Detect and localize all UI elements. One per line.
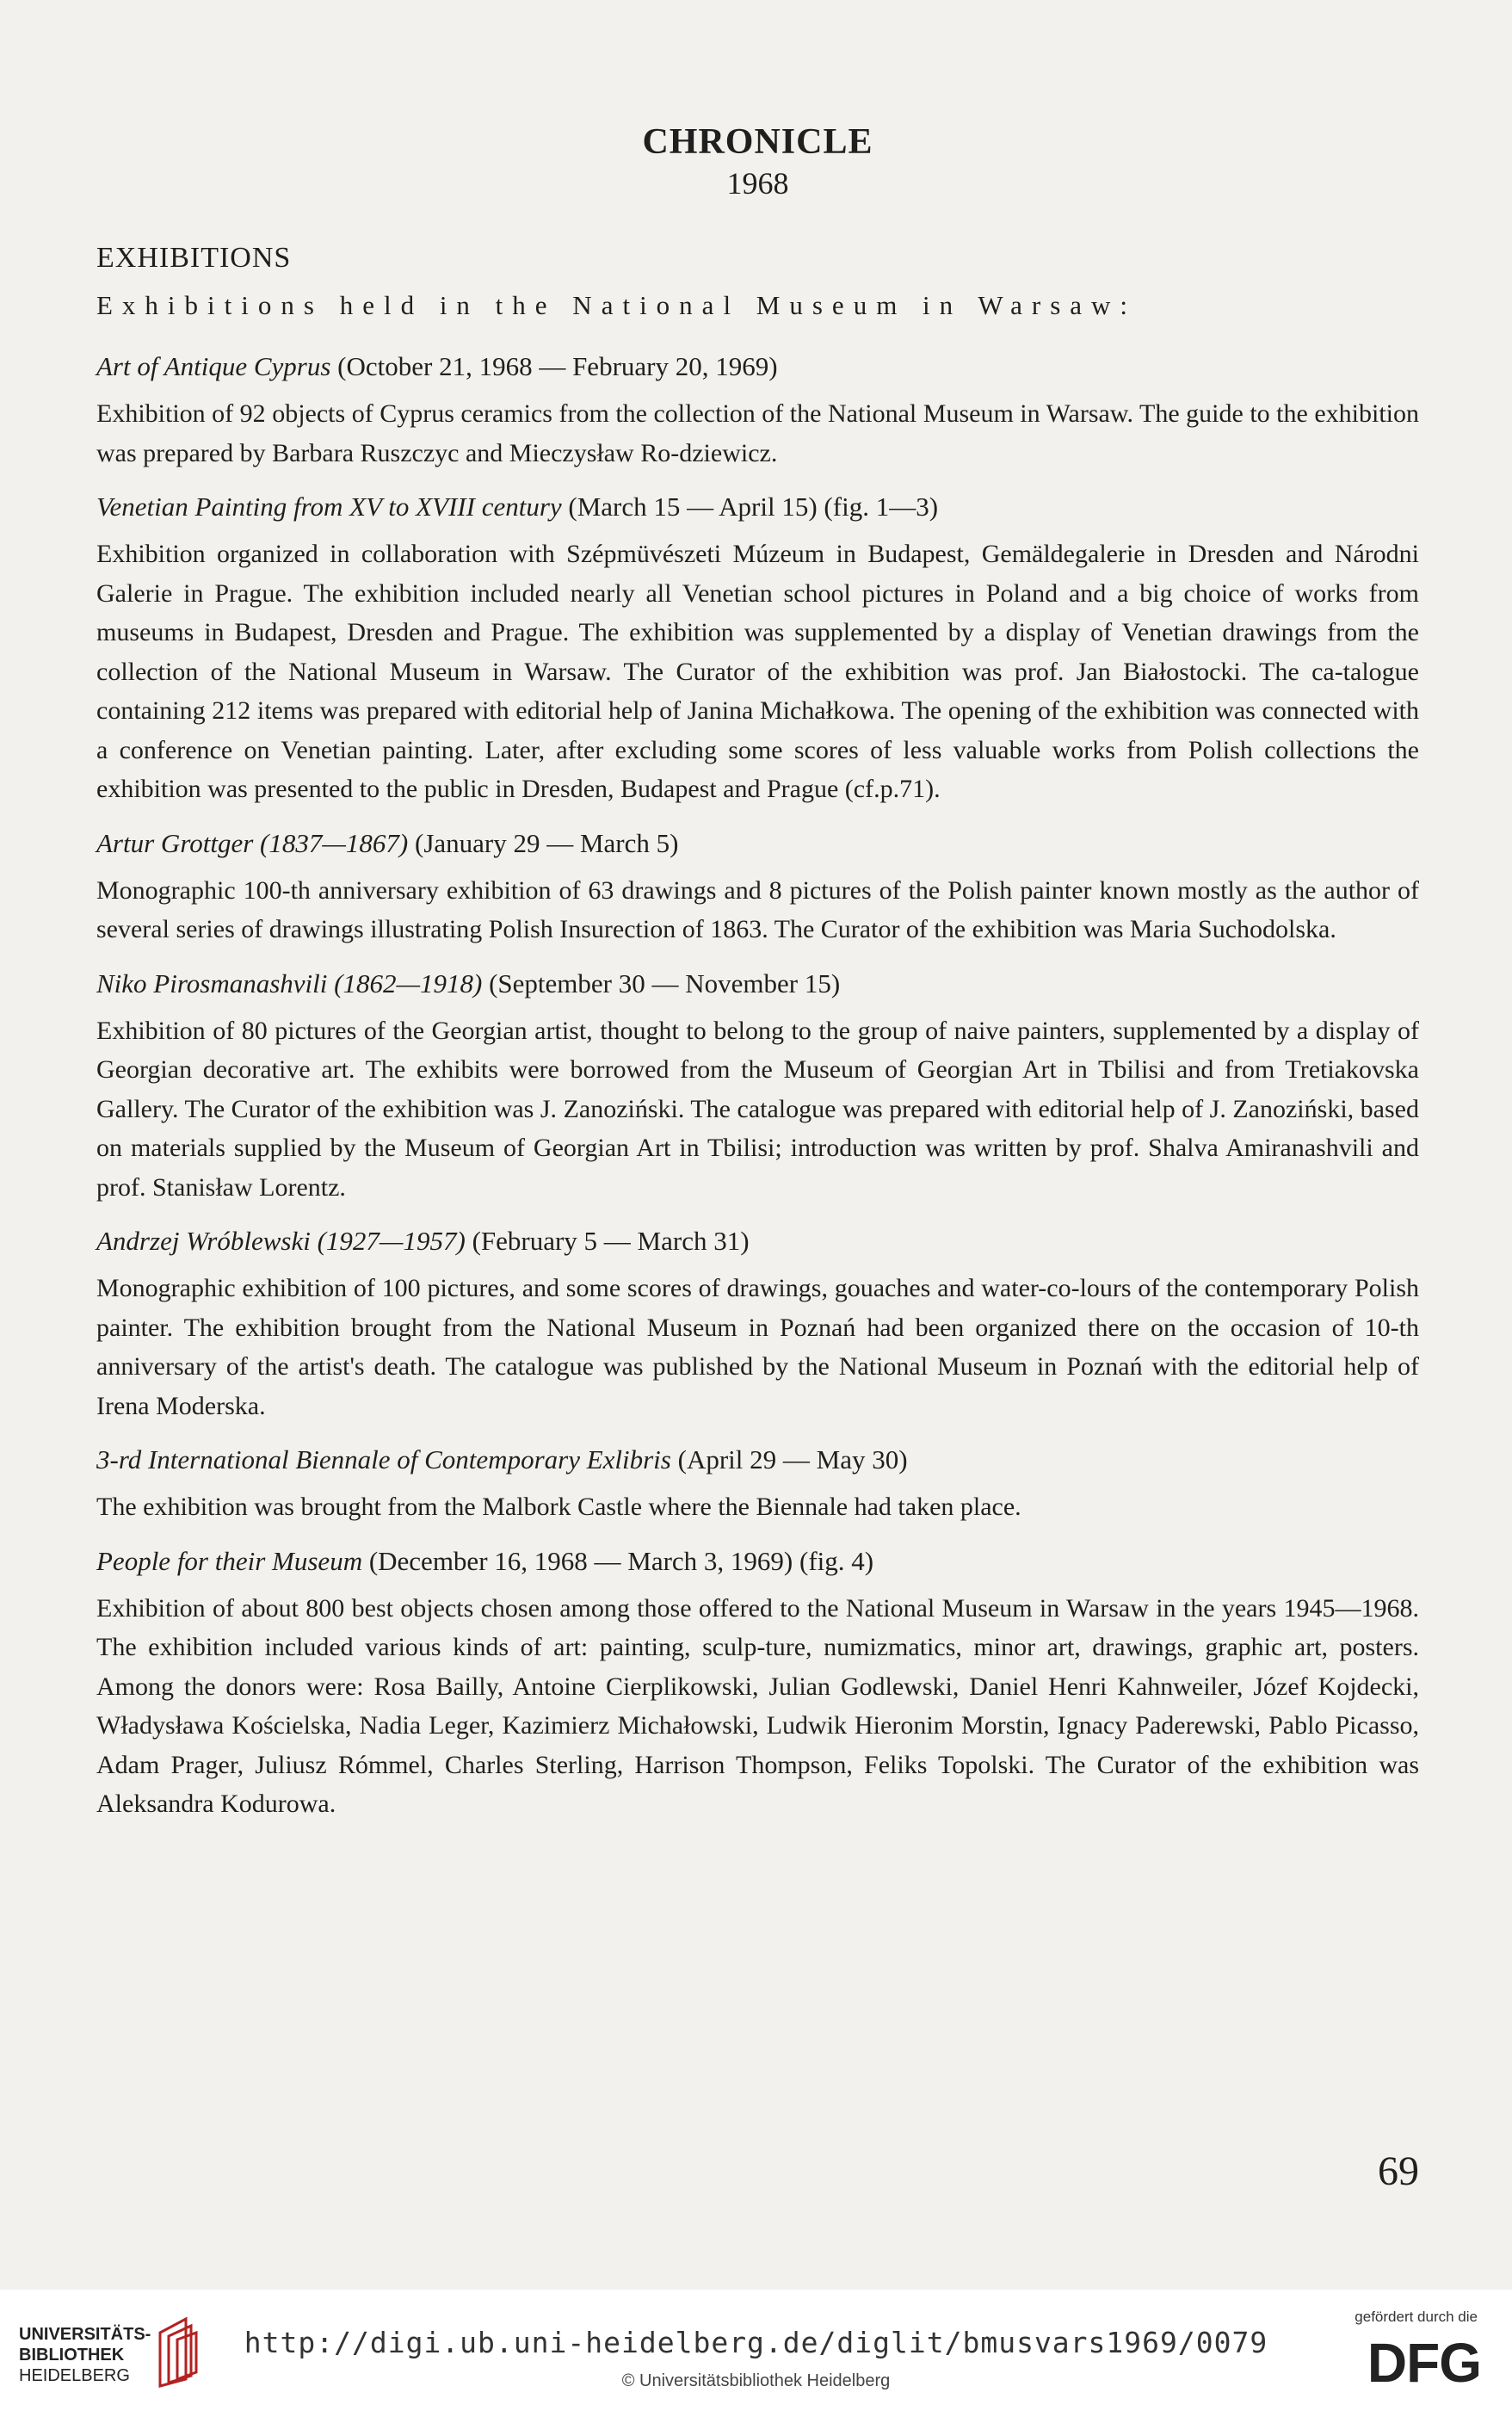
- section-subheading: Exhibitions held in the National Museum in Warsaw:: [96, 290, 1138, 320]
- exhibition-entry: [96, 1542, 1419, 1824]
- entry-body: Exhibition organized in collaboration with Szépmüvészeti Múzeum in Budapest, Gemäldegalerie in Dresden and Národni Galerie in Prague. The exhibition included nearly all Venetian school pictures in Poland and a big choice of works from museums in Budapest, Dresden and Prague. The exhibition was supplemented by a display of Venetian drawings from the collection of the National Museum in Warsaw. The Curator of the exhibition was prof. Jan Białostocki. The ca-talogue containing 212 items was prepared with editorial help of Janina Michałkowa. The opening of the exhibition was connected with a conference on Venetian painting. Later, after excluding some scores of less valuable works from Polish collections the exhibition was presented to the public in Dresden, Budapest and Prague (cf.p.71).: [96, 540, 1419, 803]
- entry-body: Monographic 100-th anniversary exhibition of 63 drawings and 8 pictures of the Polish painter known mostly as the author of several series of drawings illustrating Polish Insurection of 1863. The Curator of the exhibition was Maria Suchodolska.: [96, 875, 1419, 943]
- page-title: CHRONICLE: [642, 122, 873, 162]
- entry-title: 3-rd International Biennale of Contemporary Exlibris: [96, 1444, 671, 1474]
- page-number: 69: [1378, 2148, 1419, 2194]
- entry-body: Exhibition of 92 objects of Cyprus ceramics from the collection of the National Museum in Warsaw. The guide to the exhibition was prepared by Barbara Ruszczyc and Mieczysław Ro-dziewicz.: [96, 399, 1419, 467]
- entry-heading: [96, 488, 1419, 526]
- entry-body: The exhibition was brought from the Malbork Castle where the Biennale had taken place.: [96, 1493, 1021, 1521]
- entry-body: Exhibition of 80 pictures of the Georgian artist, thought to belong to the group of naive painters, supplemented by a display of Georgian decorative art. The exhibits were borrowed from the Museum of Georgian Art in Tbilisi and from Tretiakovska Gallery. The Curator of the exhibition was J. Zanoziński. The catalogue was prepared with editorial help of J. Zanoziński, based on materials supplied by the Museum of Georgian Art in Tbilisi; introduction was written by prof. Shalva Amiranashvili and prof. Stanisław Lorentz.: [96, 1016, 1419, 1202]
- exhibition-entry: [96, 825, 1419, 949]
- entry-title: People for their Museum: [96, 1545, 363, 1576]
- entry-heading: [96, 1542, 1419, 1580]
- footer-bar: [0, 2290, 1512, 2411]
- entry-title: Art of Antique Cyprus: [96, 351, 331, 381]
- entry-dates: (March 15 — April 15) (fig. 1—3): [561, 491, 939, 522]
- entry-heading: [96, 825, 1419, 862]
- source-url-link[interactable]: http://digi.ub.uni-heidelberg.de/diglit/bmusvars1969/0079: [244, 2326, 1268, 2359]
- section-heading: EXHIBITIONS: [96, 242, 292, 274]
- entry-title: Artur Grottger (1837—1867): [96, 827, 409, 858]
- entry-title: Andrzej Wróblewski (1927—1957): [96, 1226, 466, 1256]
- exhibition-entry: [96, 1222, 1419, 1425]
- entry-heading: [96, 348, 1419, 386]
- page-year: 1968: [726, 166, 789, 201]
- funding-note: gefördert durch die: [1355, 2309, 1478, 2325]
- entry-dates: (September 30 — November 15): [482, 967, 841, 998]
- library-name-line1: UNIVERSITÄTS-: [19, 2325, 151, 2344]
- entry-dates: (April 29 — May 30): [670, 1444, 908, 1474]
- exhibition-entry: [96, 348, 1419, 473]
- entry-title: Niko Pirosmanashvili (1862—1918): [96, 967, 483, 998]
- entry-heading: [96, 1441, 1419, 1479]
- exhibition-entry: [96, 488, 1419, 809]
- entry-dates: (February 5 — March 31): [465, 1226, 750, 1256]
- entry-dates: (January 29 — March 5): [408, 827, 679, 858]
- library-name-line2: BIBLIOTHEK: [19, 2346, 125, 2365]
- entry-dates: (December 16, 1968 — March 3, 1969) (fig. 4): [362, 1545, 874, 1576]
- entry-body: Monographic exhibition of 100 pictures, and some scores of drawings, gouaches and water-co-lours of the contemporary Polish painter. The exhibition brought from the National Museum in Poznań had been organized there on the occasion of 10-th anniversary of the artist's death. The catalogue was published by the National Museum in Poznań with the editorial help of Irena Moderska.: [96, 1274, 1419, 1420]
- copyright-notice: © Universitätsbibliothek Heidelberg: [621, 2371, 891, 2390]
- exhibition-entry: [96, 965, 1419, 1208]
- exhibition-entry: [96, 1441, 1419, 1527]
- entry-heading: [96, 1222, 1419, 1260]
- entry-heading: [96, 965, 1419, 1003]
- dfg-logo: DFG: [1367, 2332, 1481, 2394]
- library-name-line3: HEIDELBERG: [19, 2366, 130, 2385]
- entry-title: Venetian Painting from XV to XVIII century: [96, 491, 562, 522]
- page-content: [96, 121, 1419, 1839]
- entry-body: Exhibition of about 800 best objects chosen among those offered to the National Museum in Warsaw in the years 1945—1968. The exhibition included various kinds of art: painting, sculp-ture, numizmatics, minor art, drawings, graphic art, posters. Among the donors were: Rosa Bailly, Antoine Cierplikowski, Julian Godlewski, Daniel Henri Kahnweiler, Józef Kojdecki, Władysława Kościelska, Nadia Leger, Kazimierz Michałowski, Ludwik Hieronim Morstin, Ignacy Paderewski, Pablo Picasso, Adam Prager, Juliusz Rómmel, Charles Sterling, Harrison Thompson, Feliks Topolski. The Curator of the exhibition was Aleksandra Kodurowa.: [96, 1593, 1419, 1818]
- entry-dates: (October 21, 1968 — February 20, 1969): [330, 351, 778, 381]
